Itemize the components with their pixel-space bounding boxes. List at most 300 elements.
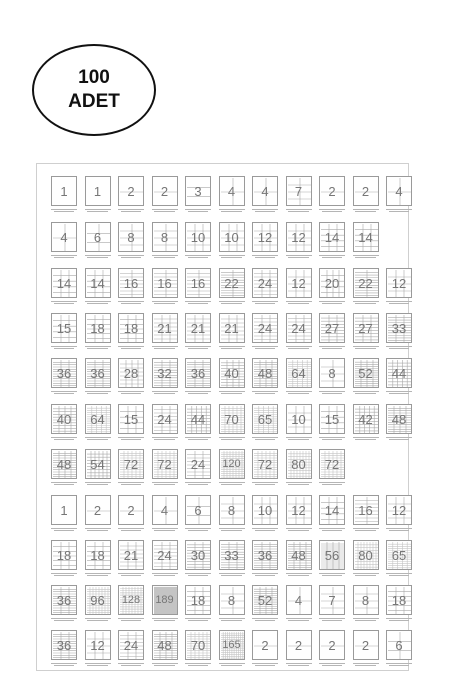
label-sheet-tile	[353, 313, 379, 352]
label-sheet-thumbnail	[85, 313, 111, 343]
label-sheet-thumbnail	[118, 404, 144, 434]
label-count: 2	[294, 638, 303, 653]
label-sheet-thumbnail	[319, 495, 345, 525]
label-sheet-tile	[51, 404, 77, 443]
label-sheet-thumbnail	[319, 540, 345, 570]
label-count: 72	[324, 457, 340, 472]
label-sheet-thumbnail	[219, 540, 245, 570]
label-count: 4	[60, 230, 68, 245]
label-sheet-thumbnail	[353, 313, 379, 343]
label-spec-caption	[386, 616, 412, 623]
label-spec-caption	[353, 344, 379, 351]
label-spec-caption	[185, 207, 211, 214]
label-sheet-tile	[252, 313, 278, 352]
label-sheet-tile	[219, 495, 245, 534]
label-count: 12	[291, 276, 306, 291]
label-count: 21	[157, 321, 172, 336]
label-sheet-tile	[152, 630, 178, 669]
label-count: 2	[328, 638, 336, 653]
label-sheet-tile	[85, 176, 111, 215]
label-sheet-tile	[252, 630, 278, 669]
label-count: 4	[261, 184, 269, 199]
label-sheet-thumbnail	[118, 358, 144, 388]
label-sheet-thumbnail	[319, 222, 345, 252]
label-sheet-thumbnail	[185, 404, 211, 434]
label-sheet-thumbnail	[286, 585, 312, 615]
label-spec-caption	[85, 435, 111, 442]
label-spec-caption	[319, 344, 345, 351]
label-sheet-thumbnail	[51, 449, 77, 479]
label-sheet-thumbnail	[353, 540, 379, 570]
label-sheet-tile	[353, 222, 379, 261]
label-sheet-tile	[319, 313, 345, 352]
label-spec-caption	[353, 435, 379, 442]
label-spec-caption	[219, 207, 245, 214]
label-sheet-tile	[51, 585, 77, 624]
label-count: 36	[90, 366, 105, 381]
label-spec-caption	[152, 253, 178, 260]
label-sheet-tile	[252, 449, 278, 488]
label-sheet-tile	[118, 495, 144, 534]
label-spec-caption	[353, 253, 379, 260]
label-sheet-tile	[353, 630, 379, 669]
label-sheet-thumbnail	[286, 176, 312, 206]
label-count: 20	[324, 276, 340, 291]
label-sheet-tile	[85, 540, 111, 579]
label-count: 16	[358, 503, 373, 518]
label-sheet-thumbnail	[353, 222, 379, 252]
label-sheet-thumbnail	[51, 585, 77, 615]
label-count: 21	[190, 321, 206, 336]
label-sheet-thumbnail	[219, 268, 245, 298]
label-sheet-tile	[353, 495, 379, 534]
label-sheet-tile	[353, 268, 379, 307]
label-sheet-thumbnail	[219, 358, 245, 388]
label-sheet-tile	[386, 495, 412, 534]
label-spec-caption	[353, 389, 379, 396]
label-sheet-thumbnail	[353, 404, 379, 434]
label-spec-caption	[353, 526, 379, 533]
label-count: 2	[328, 184, 336, 199]
label-count: 36	[56, 593, 72, 608]
label-sheet-tile	[51, 222, 77, 261]
label-sheet-thumbnail	[386, 404, 412, 434]
label-sheet-tile	[353, 540, 379, 579]
label-spec-caption	[386, 344, 412, 351]
label-spec-caption	[386, 661, 412, 668]
label-sheet-thumbnail	[185, 313, 211, 343]
label-spec-caption	[319, 661, 345, 668]
label-count: 4	[227, 184, 236, 199]
label-count: 8	[160, 230, 169, 245]
label-catalog-sheet	[36, 163, 409, 671]
label-count: 28	[123, 366, 139, 381]
label-sheet-thumbnail	[152, 495, 178, 525]
label-sheet-tile	[386, 540, 412, 579]
label-sheet-tile	[286, 222, 312, 261]
label-spec-caption	[85, 571, 111, 578]
label-sheet-thumbnail	[286, 268, 312, 298]
label-sheet-thumbnail	[85, 268, 111, 298]
label-spec-caption	[219, 480, 245, 487]
label-spec-caption	[85, 526, 111, 533]
label-count: 120	[222, 458, 241, 470]
label-spec-caption	[219, 616, 245, 623]
label-count: 12	[90, 638, 105, 653]
label-sheet-thumbnail	[51, 630, 77, 660]
label-sheet-thumbnail	[152, 358, 178, 388]
label-spec-caption	[85, 616, 111, 623]
label-sheet-thumbnail	[252, 630, 278, 660]
label-sheet-tile	[85, 268, 111, 307]
label-spec-caption	[353, 299, 379, 306]
label-spec-caption	[386, 299, 412, 306]
label-spec-caption	[51, 435, 77, 442]
label-sheet-tile	[386, 358, 412, 397]
label-sheet-tile	[118, 630, 144, 669]
label-count: 80	[291, 457, 306, 472]
label-sheet-thumbnail	[85, 176, 111, 206]
label-count: 12	[291, 503, 306, 518]
label-sheet-thumbnail	[118, 268, 144, 298]
label-count: 7	[328, 593, 336, 608]
label-spec-caption	[286, 616, 312, 623]
label-spec-caption	[185, 661, 211, 668]
label-sheet-thumbnail	[51, 495, 77, 525]
label-spec-caption	[152, 571, 178, 578]
label-sheet-tile	[152, 358, 178, 397]
label-count: 16	[190, 276, 206, 291]
label-count: 6	[194, 503, 202, 518]
label-count: 14	[90, 276, 105, 291]
label-count: 8	[127, 230, 135, 245]
label-sheet-tile	[319, 268, 345, 307]
label-sheet-tile	[286, 268, 312, 307]
label-spec-caption	[219, 253, 245, 260]
label-sheet-thumbnail	[219, 176, 245, 206]
label-sheet-tile	[319, 358, 345, 397]
label-count: 6	[395, 638, 403, 653]
label-count: 72	[157, 457, 172, 472]
label-sheet-tile	[252, 222, 278, 261]
label-sheet-tile	[353, 585, 379, 624]
label-spec-caption	[118, 480, 144, 487]
label-sheet-thumbnail	[219, 404, 245, 434]
label-sheet-thumbnail	[386, 313, 412, 343]
label-sheet-thumbnail	[386, 358, 412, 388]
label-sheet-thumbnail	[85, 540, 111, 570]
label-sheet-tile	[51, 358, 77, 397]
label-spec-caption	[152, 299, 178, 306]
label-spec-caption	[185, 389, 211, 396]
label-sheet-thumbnail	[51, 222, 77, 252]
label-count: 8	[227, 593, 236, 608]
label-spec-caption	[118, 435, 144, 442]
label-sheet-thumbnail	[51, 404, 77, 434]
label-sheet-tile	[286, 358, 312, 397]
label-count: 2	[261, 638, 269, 653]
label-sheet-tile	[118, 222, 144, 261]
label-spec-caption	[319, 207, 345, 214]
label-count: 8	[328, 366, 336, 381]
label-spec-caption	[85, 344, 111, 351]
label-sheet-tile	[152, 313, 178, 352]
label-count: 52	[257, 593, 273, 608]
label-count: 44	[391, 366, 407, 381]
label-spec-caption	[51, 526, 77, 533]
label-spec-caption	[252, 344, 278, 351]
label-sheet-thumbnail	[386, 176, 412, 206]
label-sheet-thumbnail	[85, 495, 111, 525]
label-count: 24	[190, 457, 206, 472]
quantity-unit: ADET	[68, 91, 120, 112]
label-spec-caption	[219, 389, 245, 396]
label-count: 14	[324, 230, 340, 245]
label-count: 48	[157, 638, 172, 653]
label-sheet-tile	[219, 222, 245, 261]
label-sheet-tile	[152, 404, 178, 443]
label-sheet-tile	[319, 222, 345, 261]
label-sheet-thumbnail	[85, 585, 111, 615]
label-count: 1	[93, 184, 102, 199]
label-sheet-thumbnail	[152, 176, 178, 206]
label-spec-caption	[386, 435, 412, 442]
label-sheet-thumbnail	[185, 540, 211, 570]
label-spec-caption	[252, 299, 278, 306]
label-sheet-tile	[51, 540, 77, 579]
label-spec-caption	[185, 571, 211, 578]
label-sheet-tile	[51, 495, 77, 534]
label-count: 72	[123, 457, 139, 472]
label-spec-caption	[118, 299, 144, 306]
label-sheet-tile	[152, 449, 178, 488]
label-sheet-tile	[85, 404, 111, 443]
label-sheet-thumbnail	[319, 313, 345, 343]
label-sheet-tile	[185, 268, 211, 307]
label-sheet-thumbnail	[185, 222, 211, 252]
label-sheet-thumbnail	[219, 222, 245, 252]
label-count: 52	[358, 366, 373, 381]
label-sheet-thumbnail	[185, 176, 211, 206]
label-sheet-thumbnail	[252, 268, 278, 298]
label-sheet-tile	[319, 585, 345, 624]
label-count: 18	[190, 593, 206, 608]
label-sheet-thumbnail	[286, 630, 312, 660]
label-spec-caption	[219, 299, 245, 306]
label-sheet-thumbnail	[152, 585, 178, 615]
label-spec-caption	[286, 299, 312, 306]
label-count: 128	[121, 594, 141, 606]
label-spec-caption	[51, 480, 77, 487]
label-sheet-thumbnail	[85, 404, 111, 434]
label-spec-caption	[219, 571, 245, 578]
label-spec-caption	[319, 299, 345, 306]
label-spec-caption	[152, 207, 178, 214]
label-count: 24	[157, 412, 172, 427]
label-sheet-thumbnail	[386, 540, 412, 570]
label-spec-caption	[51, 253, 77, 260]
label-spec-caption	[219, 526, 245, 533]
label-count: 2	[160, 184, 169, 199]
label-sheet-tile	[319, 540, 345, 579]
label-sheet-tile	[219, 540, 245, 579]
label-count: 16	[123, 276, 139, 291]
label-count: 32	[157, 366, 172, 381]
label-sheet-thumbnail	[118, 176, 144, 206]
label-sheet-thumbnail	[219, 313, 245, 343]
label-count: 2	[361, 184, 370, 199]
label-sheet-thumbnail	[219, 449, 245, 479]
label-sheet-tile	[185, 404, 211, 443]
label-spec-caption	[85, 661, 111, 668]
label-sheet-thumbnail	[185, 495, 211, 525]
label-count: 18	[123, 321, 139, 336]
label-sheet-tile	[85, 449, 111, 488]
label-sheet-tile	[118, 585, 144, 624]
label-sheet-tile	[219, 404, 245, 443]
label-count: 18	[56, 548, 72, 563]
label-sheet-tile	[386, 630, 412, 669]
label-spec-caption	[219, 435, 245, 442]
label-spec-caption	[185, 526, 211, 533]
label-spec-caption	[353, 616, 379, 623]
label-sheet-thumbnail	[219, 585, 245, 615]
label-sheet-thumbnail	[219, 495, 245, 525]
label-spec-caption	[252, 253, 278, 260]
label-sheet-tile	[152, 540, 178, 579]
label-sheet-tile	[252, 358, 278, 397]
label-sheet-thumbnail	[118, 495, 144, 525]
label-spec-caption	[51, 616, 77, 623]
label-sheet-thumbnail	[252, 495, 278, 525]
label-sheet-tile	[51, 449, 77, 488]
label-count: 22	[358, 276, 373, 291]
label-spec-caption	[319, 480, 345, 487]
label-sheet-tile	[185, 358, 211, 397]
label-sheet-thumbnail	[152, 404, 178, 434]
label-sheet-tile	[185, 495, 211, 534]
label-count: 48	[291, 548, 306, 563]
label-sheet-thumbnail	[51, 176, 77, 206]
label-spec-caption	[51, 571, 77, 578]
label-count: 36	[56, 366, 72, 381]
label-count: 14	[324, 503, 340, 518]
label-count: 21	[123, 548, 139, 563]
label-count: 15	[56, 321, 72, 336]
label-sheet-tile	[219, 268, 245, 307]
label-sheet-tile	[353, 404, 379, 443]
label-count: 12	[391, 276, 407, 291]
label-sheet-tile	[386, 268, 412, 307]
label-count: 10	[291, 412, 306, 427]
label-spec-caption	[118, 344, 144, 351]
label-count: 16	[157, 276, 172, 291]
label-sheet-tile	[386, 313, 412, 352]
label-count: 24	[123, 638, 139, 653]
label-sheet-thumbnail	[152, 449, 178, 479]
label-count: 12	[291, 230, 306, 245]
label-count: 14	[56, 276, 72, 291]
label-count: 65	[257, 412, 273, 427]
label-sheet-tile	[85, 630, 111, 669]
label-sheet-thumbnail	[252, 585, 278, 615]
label-count: 165	[222, 639, 241, 651]
label-spec-caption	[252, 526, 278, 533]
label-count: 10	[257, 503, 273, 518]
label-spec-caption	[85, 207, 111, 214]
label-count: 18	[90, 321, 105, 336]
label-count: 42	[358, 412, 373, 427]
label-sheet-thumbnail	[252, 358, 278, 388]
label-spec-caption	[85, 389, 111, 396]
label-count: 189	[155, 594, 174, 606]
label-count: 48	[56, 457, 72, 472]
label-count: 12	[257, 230, 273, 245]
label-spec-caption	[286, 344, 312, 351]
label-sheet-tile	[185, 630, 211, 669]
label-sheet-tile	[85, 313, 111, 352]
label-count: 80	[358, 548, 373, 563]
label-sheet-tile	[51, 268, 77, 307]
label-spec-caption	[51, 661, 77, 668]
label-spec-caption	[152, 526, 178, 533]
label-count: 18	[391, 593, 407, 608]
label-count: 33	[224, 548, 239, 563]
label-spec-caption	[118, 616, 144, 623]
label-spec-caption	[353, 207, 379, 214]
label-sheet-thumbnail	[286, 313, 312, 343]
label-sheet-tile	[252, 540, 278, 579]
label-spec-caption	[252, 616, 278, 623]
label-spec-caption	[286, 389, 312, 396]
label-count: 3	[194, 184, 202, 199]
label-sheet-tile	[386, 585, 412, 624]
label-spec-caption	[252, 389, 278, 396]
label-count: 48	[391, 412, 407, 427]
label-spec-caption	[319, 253, 345, 260]
label-count: 2	[127, 184, 135, 199]
label-spec-caption	[185, 616, 211, 623]
label-sheet-thumbnail	[51, 313, 77, 343]
label-sheet-tile	[353, 176, 379, 215]
label-count: 54	[90, 457, 105, 472]
label-sheet-tile	[118, 540, 144, 579]
label-sheet-thumbnail	[319, 176, 345, 206]
label-sheet-thumbnail	[353, 495, 379, 525]
label-sheet-tile	[286, 630, 312, 669]
label-sheet-tile	[319, 404, 345, 443]
label-spec-caption	[319, 526, 345, 533]
label-sheet-thumbnail	[185, 449, 211, 479]
label-sheet-tile	[118, 404, 144, 443]
label-spec-caption	[319, 389, 345, 396]
label-count: 8	[227, 503, 236, 518]
label-spec-caption	[152, 616, 178, 623]
label-sheet-tile	[286, 585, 312, 624]
label-sheet-tile	[353, 358, 379, 397]
label-sheet-tile	[152, 495, 178, 534]
label-sheet-tile	[286, 495, 312, 534]
label-spec-caption	[252, 435, 278, 442]
label-count: 96	[90, 593, 105, 608]
label-sheet-tile	[252, 495, 278, 534]
label-sheet-tile	[85, 222, 111, 261]
label-sheet-tile	[219, 449, 245, 488]
label-count: 22	[224, 276, 239, 291]
label-sheet-thumbnail	[286, 540, 312, 570]
label-spec-caption	[152, 435, 178, 442]
label-sheet-thumbnail	[152, 630, 178, 660]
